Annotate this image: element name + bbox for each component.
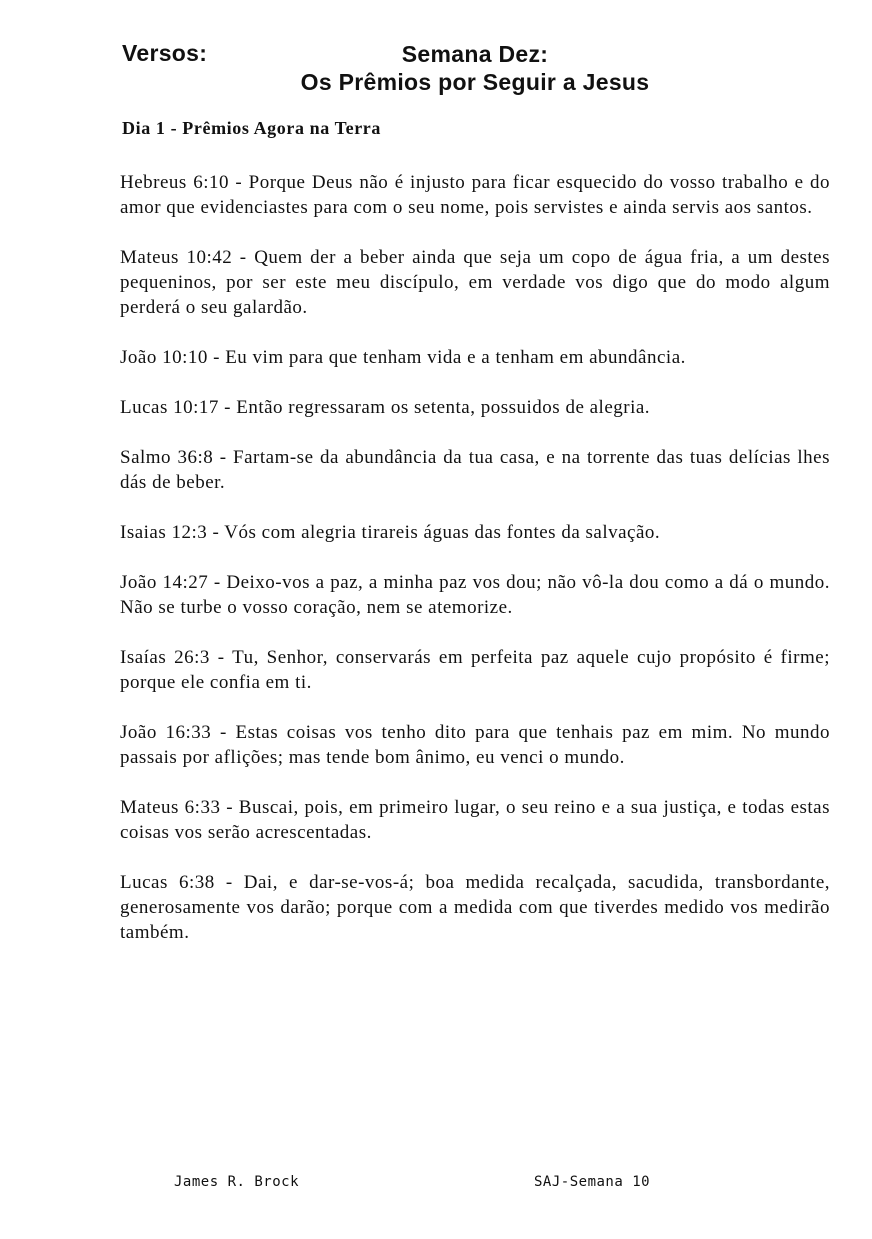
page-title-block <box>270 40 680 96</box>
verse-reference: Mateus 6:33 <box>120 797 221 818</box>
verse-item: João 10:10 - Eu vim para que tenham vida e a tenham em abundância. <box>120 347 686 368</box>
verse-text: Dai, e dar-se-vos-á; boa medida recalçada, sacudida, transbordante, generosamente vos darão; porque com a medida com que tiverdes medido vos medirão também. <box>120 872 830 943</box>
verse-text: Eu vim para que tenham vida e a tenham em abundância. <box>225 347 686 368</box>
verse-reference: João 10:10 <box>120 347 208 368</box>
verse-item: Lucas 6:38 - Dai, e dar-se-vos-á; boa medida recalçada, sacudida, transbordante, generosamente vos darão; porque com a medida com que tiverdes medido vos medirão também. <box>120 872 830 943</box>
verse-item: Salmo 36:8 - Fartam-se da abundância da tua casa, e na torrente das tuas delícias lhes dás de beber. <box>120 447 830 493</box>
day-heading: Dia 1 - Prêmios Agora na Terra <box>122 118 381 138</box>
verses-label: Versos: <box>122 40 208 66</box>
verse-text: Quem der a beber ainda que seja um copo de água fria, a um destes pequeninos, por ser este meu discípulo, em verdade vos digo que do modo algum perderá o seu galardão. <box>120 247 831 318</box>
verse-item: Mateus 10:42 - Quem der a beber ainda que seja um copo de água fria, a um destes pequeninos, por ser este meu discípulo, em verdade vos digo que do modo algum perderá o seu galardão. <box>120 247 831 318</box>
week-label: Semana Dez: <box>401 41 549 67</box>
verse-reference: Hebreus 6:10 <box>120 172 229 193</box>
verse-item: Lucas 10:17 - Então regressaram os setenta, possuidos de alegria. <box>120 397 651 418</box>
verse-item: João 14:27 - Deixo-vos a paz, a minha paz vos dou; não vô-la dou como a dá o mundo. Não se turbe o vosso coração, nem se atemorize. <box>120 572 831 618</box>
verse-reference: Salmo 36:8 <box>120 447 214 468</box>
verse-item: Isaias 12:3 - Vós com alegria tirareis águas das fontes da salvação. <box>120 522 661 543</box>
verse-text: Deixo-vos a paz, a minha paz vos dou; não vô-la dou como a dá o mundo. Não se turbe o vosso coração, nem se atemorize. <box>120 572 831 618</box>
verse-text: Então regressaram os setenta, possuidos de alegria. <box>236 397 651 418</box>
verse-text: Vós com alegria tirareis águas das fontes da salvação. <box>224 522 661 543</box>
verse-reference: João 14:27 <box>120 572 209 593</box>
page-title: Os Prêmios por Seguir a Jesus <box>300 69 650 95</box>
verse-item: Hebreus 6:10 - Porque Deus não é injusto para ficar esquecido do vosso trabalho e do amor que evidenciastes para com o seu nome, pois servistes e ainda servis aos santos. <box>120 172 830 218</box>
footer-author: James R. Brock <box>174 1174 300 1190</box>
verse-text: Porque Deus não é injusto para ficar esquecido do vosso trabalho e do amor que evidenciastes para com o seu nome, pois servistes e ainda servis aos santos. <box>120 172 830 218</box>
verse-text: Tu, Senhor, conservarás em perfeita paz aquele cujo propósito é firme; porque ele confia em ti. <box>120 647 830 693</box>
verse-list <box>120 170 830 970</box>
verse-reference: Lucas 10:17 <box>120 397 219 418</box>
verse-item: Isaías 26:3 - Tu, Senhor, conservarás em perfeita paz aquele cujo propósito é firme; porque ele confia em ti. <box>120 647 830 693</box>
verse-reference: Lucas 6:38 <box>120 872 215 893</box>
verse-text: Estas coisas vos tenho dito para que tenhais paz em mim. No mundo passais por aflições; mas tende bom ânimo, eu venci o mundo. <box>120 722 831 768</box>
verse-reference: Mateus 10:42 <box>120 247 233 268</box>
verse-text: Buscai, pois, em primeiro lugar, o seu reino e a sua justiça, e todas estas coisas vos serão acrescentadas. <box>120 797 830 843</box>
verse-text: Fartam-se da abundância da tua casa, e na torrente das tuas delícias lhes dás de beber. <box>120 447 830 493</box>
footer-page-code: SAJ-Semana 10 <box>534 1174 651 1190</box>
verse-item: Mateus 6:33 - Buscai, pois, em primeiro lugar, o seu reino e a sua justiça, e todas estas coisas vos serão acrescentadas. <box>120 797 830 843</box>
verse-reference: Isaias 12:3 <box>120 522 208 543</box>
verse-reference: João 16:33 <box>120 722 212 743</box>
verse-item: João 16:33 - Estas coisas vos tenho dito para que tenhais paz em mim. No mundo passais por aflições; mas tende bom ânimo, eu venci o mundo. <box>120 722 831 768</box>
verse-reference: Isaías 26:3 <box>120 647 210 668</box>
